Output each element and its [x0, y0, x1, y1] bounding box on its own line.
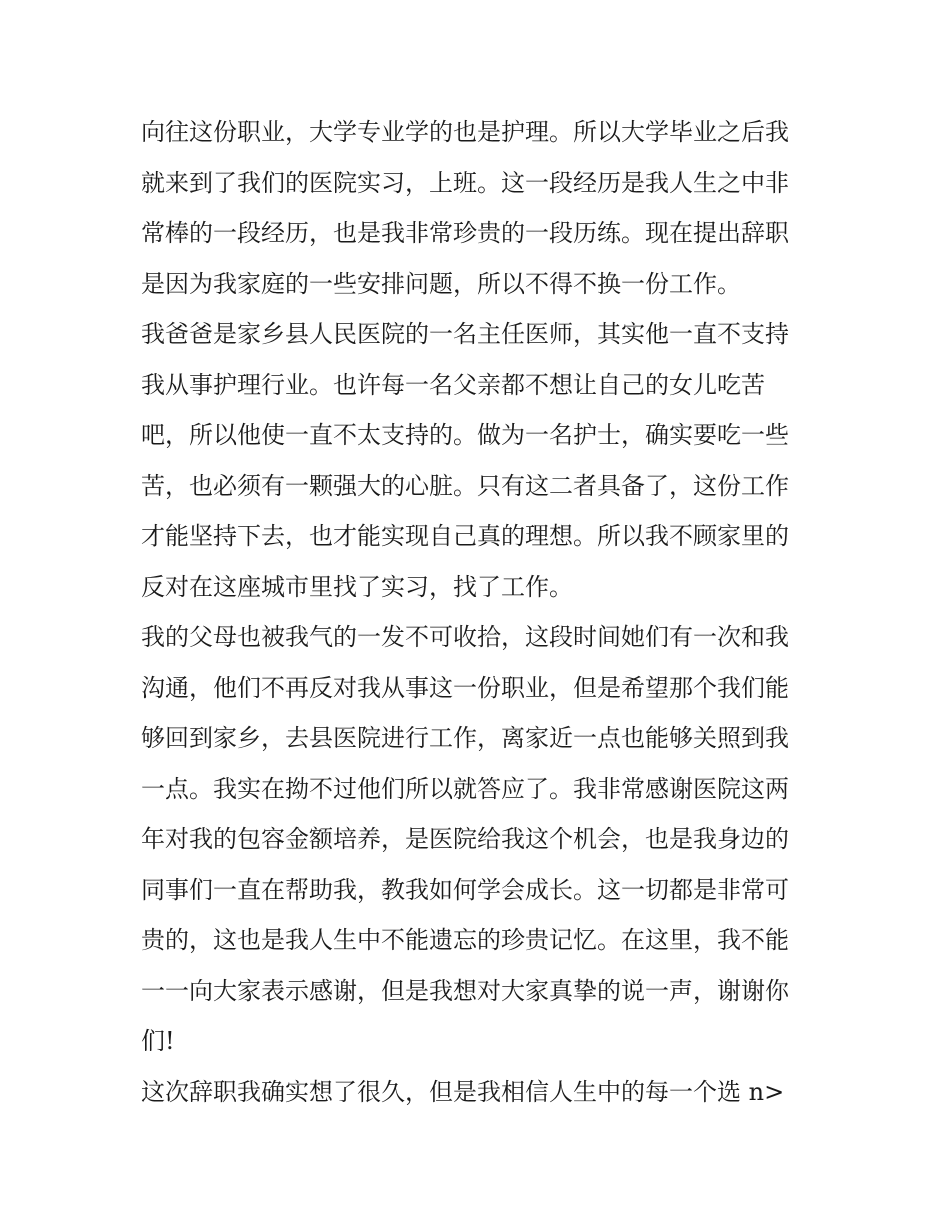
text-line: 同事们一直在帮助我，教我如何学会成长。这一切都是非常可 [141, 875, 789, 904]
paragraph-2 [141, 309, 821, 612]
text-line: 才能坚持下去，也才能实现自己真的理想。所以我不顾家里的 [141, 522, 789, 550]
paragraph-4 [141, 1067, 821, 1118]
text-line: 沟通，他们不再反对我从事这一份职业，但是希望那个我们能 [141, 673, 789, 702]
text-line: 常棒的一段经历，也是我非常珍贵的一段历练。现在提出辞职 [141, 219, 789, 247]
text-line: 是因为我家庭的一些安排问题，所以不得不换一份工作。 [141, 269, 741, 298]
text-line: 苦，也必须有一颗强大的心脏。只有这二者具备了，这份工作 [141, 471, 789, 500]
text-line: 年对我的包容金额培养，是医院给我这个机会，也是我身边的 [141, 825, 789, 853]
paragraph-1 [141, 107, 821, 309]
text-line: 我的父母也被我气的一发不可收拾，这段时间她们有一次和我 [141, 623, 789, 651]
text-line: 贵的，这也是我人生中不能遗忘的珍贵记忆。在这里，我不能 [141, 926, 789, 954]
text-line: 我爸爸是家乡县人民医院的一名主任医师，其实他一直不支持 [141, 320, 789, 348]
text-line: 够回到家乡，去县医院进行工作，离家近一点也能够关照到我 [141, 724, 789, 752]
text-line: 反对在这座城市里找了实习，找了工作。 [141, 572, 573, 601]
text-line: 向往这份职业，大学专业学的也是护理。所以大学毕业之后我 [141, 118, 789, 146]
text-line: 我从事护理行业。也许每一名父亲都不想让自己的女儿吃苦 [141, 370, 765, 399]
text-line: 就来到了我们的医院实习，上班。这一段经历是我人生之中非 [141, 168, 789, 197]
text-line: 们! [141, 1027, 175, 1055]
text-line: 吧，所以他使一直不太支持的。做为一名护士，确实要吃一些 [141, 421, 789, 449]
text-line: 这次辞职我确实想了很久，但是我相信人生中的每一个选 n> [141, 1077, 785, 1106]
paragraph-3 [141, 612, 821, 1067]
text-line: 一点。我实在拗不过他们所以就答应了。我非常感谢医院这两 [141, 774, 789, 803]
text-line: 一一向大家表示感谢，但是我想对大家真挚的说一声，谢谢你 [141, 976, 789, 1005]
document-body [141, 107, 821, 1117]
